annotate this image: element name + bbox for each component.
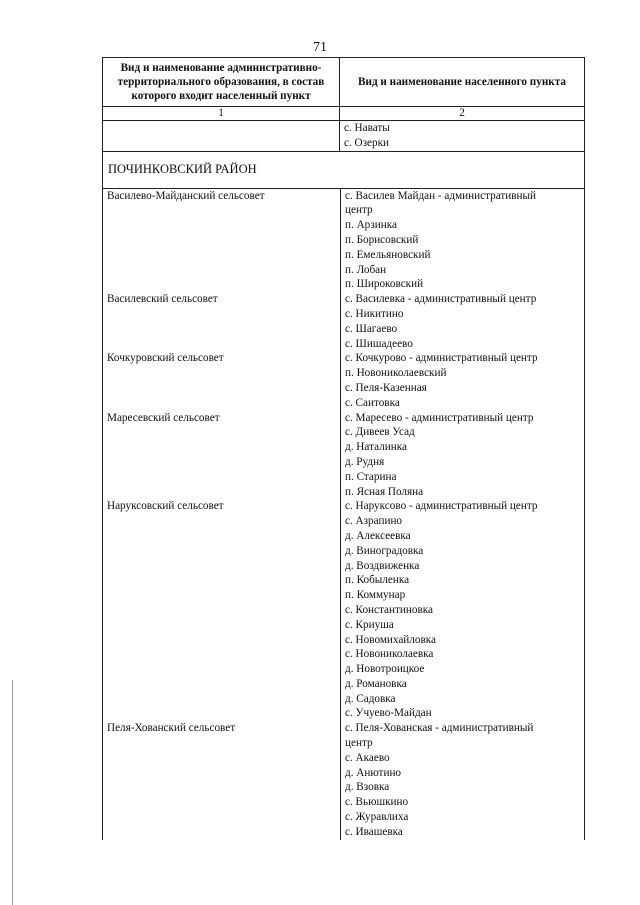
- settlement-item: д. Рудня: [345, 455, 385, 468]
- settlement-item: д. Новотроицкое: [345, 663, 425, 676]
- settlement-list: [340, 499, 584, 721]
- settlement-item: с. Журавлиха: [345, 811, 409, 824]
- settlement-item: п. Борисовский: [345, 233, 419, 246]
- continued-items-cell: [340, 121, 585, 152]
- settlement-item: с. Константиновка: [345, 603, 433, 616]
- settlement-item: п. Кобыленка: [345, 574, 410, 587]
- settlement-item: центр: [345, 737, 373, 750]
- settlement-item: с. Азрапино: [345, 515, 403, 528]
- column-number-1: 1: [103, 107, 340, 121]
- settlement-list: [340, 292, 584, 351]
- settlement-item: п. Коммунар: [345, 589, 406, 602]
- settlement-item: п. Широковский: [345, 278, 424, 291]
- sovet-name: Кочкуровский сельсовет: [107, 352, 224, 365]
- settlement-item: д. Воздвиженка: [345, 559, 420, 572]
- settlement-item: п. Емельяновский: [345, 248, 431, 261]
- page-number: 71: [313, 40, 327, 55]
- settlement-item: д. Взовка: [345, 781, 390, 794]
- settlement-item: с. Василев Майдан - административный: [345, 189, 537, 202]
- settlement-item: п. Новониколаевский: [345, 367, 447, 380]
- settlement-item: с. Акаево: [345, 751, 390, 764]
- settlement-item: с. Новониколаевка: [345, 648, 434, 661]
- margin-line: [12, 680, 13, 905]
- settlement-item: п. Лобан: [345, 263, 387, 276]
- sovet-name: Наруксовский сельсовет: [107, 500, 224, 513]
- column-number-2: 2: [340, 107, 585, 121]
- settlement-item: д. Романовка: [345, 677, 407, 690]
- settlement-item: с. Наваты: [344, 122, 390, 134]
- settlement-item: с. Маресево - административный центр: [345, 411, 534, 424]
- settlement-item: с. Шишадеево: [345, 337, 413, 350]
- group-row: [103, 292, 584, 351]
- sovet-name: Василево-Майданский сельсовет: [107, 189, 265, 202]
- settlement-item: д. Садовка: [345, 692, 396, 705]
- settlement-item: с. Никитино: [345, 307, 404, 320]
- settlement-item: с. Кочкурово - административный центр: [345, 352, 538, 365]
- settlement-item: д. Виноградовка: [345, 544, 424, 557]
- settlement-item: с. Дивеев Усад: [345, 426, 415, 439]
- settlement-item: с. Вьюшкино: [345, 796, 409, 809]
- settlements-table: [102, 57, 585, 840]
- header-col2: Вид и наименование населенного пункта: [340, 58, 585, 107]
- district-heading: ПОЧИНКОВСКИЙ РАЙОН: [103, 151, 585, 188]
- body-row: [103, 188, 585, 840]
- settlement-list: [340, 189, 584, 293]
- settlement-item: с. Пеля-Хованская - административный: [345, 722, 534, 735]
- settlement-item: с. Наруксово - административный центр: [345, 500, 538, 513]
- settlement-item: д. Наталинка: [345, 441, 407, 454]
- settlement-item: с. Озерки: [344, 136, 390, 149]
- settlement-item: с. Шагаево: [345, 322, 398, 335]
- continued-name-cell: [103, 121, 340, 152]
- settlement-list: [340, 411, 584, 500]
- settlement-item: с. Учуево-Майдан: [345, 707, 432, 720]
- groups-container: [103, 188, 585, 840]
- settlement-item: д. Алексеевка: [345, 529, 411, 542]
- settlement-item: с. Ивашевка: [345, 825, 403, 838]
- settlement-item: п. Старина: [345, 470, 397, 483]
- settlement-item: с. Саитовка: [345, 396, 400, 409]
- sovet-name: Василевский сельсовет: [107, 293, 218, 306]
- settlement-item: п. Ясная Поляна: [345, 485, 424, 498]
- sovet-name: Пеля-Хованский сельсовет: [107, 722, 236, 735]
- settlement-list: [340, 351, 584, 410]
- header-row: [103, 58, 585, 107]
- settlement-item: с. Василевка - административный центр: [345, 293, 537, 306]
- column-number-row: [103, 107, 585, 121]
- settlement-list: [340, 721, 584, 839]
- group-row: [103, 351, 584, 410]
- continued-row: [103, 121, 585, 152]
- sovet-name: Маресевский сельсовет: [107, 411, 220, 424]
- settlement-item: д. Анютино: [345, 766, 402, 779]
- district-row: [103, 151, 585, 188]
- group-row: [103, 411, 584, 500]
- settlement-item: с. Криуша: [345, 618, 394, 631]
- settlement-item: центр: [345, 204, 373, 217]
- group-row: [103, 721, 584, 839]
- group-row: [103, 189, 584, 293]
- settlement-item: с. Пеля-Казенная: [345, 381, 427, 394]
- group-row: [103, 499, 584, 721]
- settlement-item: п. Арзинка: [345, 219, 398, 232]
- header-col1: Вид и наименование административно-территориального образования, в состав которого входит населенный пункт: [103, 58, 340, 107]
- settlement-item: с. Новомихайловка: [345, 633, 436, 646]
